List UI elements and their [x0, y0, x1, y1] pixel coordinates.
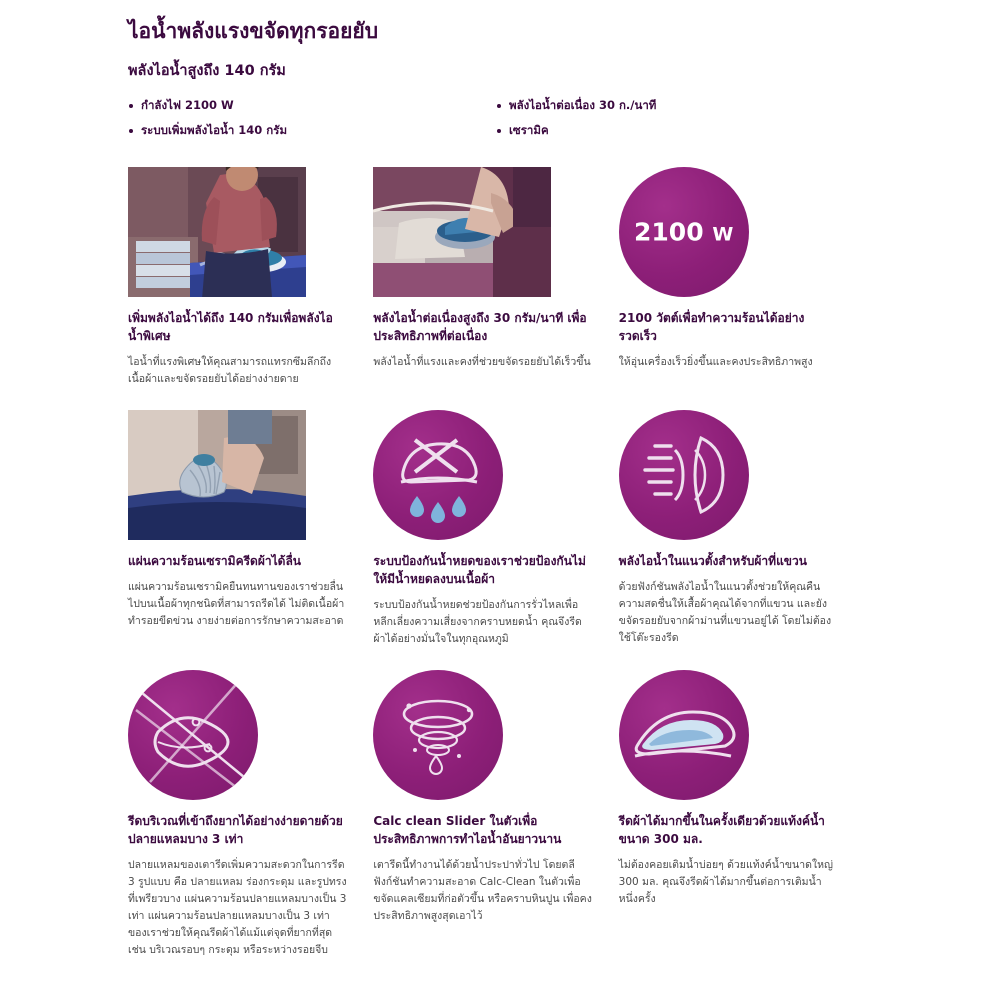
- feature-body: ไม่ต้องคอยเติมน้ำบ่อยๆ ด้วยแท้งค์น้ำขนาดใหญ่ 300 มล. คุณจึงรีดผ้าได้มากขึ้นต่อการเติมน้ำหนึ่งครั้ง: [618, 859, 833, 906]
- wattage-value-container: [619, 218, 749, 247]
- feature-body: แผ่นความร้อนเซรามิคยืนทนทานของเราช่วยลื่นไปบนเนื้อผ้าทุกชนิดที่สามารถรีดได้ ไม่ติดเนื้อผ้าทำรอยขีดข่วน งายง่ายต่อการรักษาความสะอาด: [128, 581, 345, 628]
- spec-column-right: [496, 98, 864, 147]
- wattage-unit: W: [712, 223, 734, 246]
- feature-card: [128, 410, 373, 648]
- feature-body: พลังไอน้ำที่แรงและคงที่ช่วยขจัดรอยยับได้เร็วขึ้น: [373, 356, 591, 369]
- calc-clean-circle: [373, 670, 503, 800]
- spec-list: [128, 98, 864, 147]
- feature-image-woman-ironing-steam: [128, 167, 306, 297]
- feature-body: ปลายแหลมของเตารีดเพิ่มความสะดวกในการรีด 3 รูปแบบ คือ ปลายแหลม ร่องกระดุม และรูปทรงที่เพรียวบาง แผ่นความร้อนปลายแหลมบางเป็น 3 เท่า แผ่นความร้อนปลายแหลมบางเป็น 3 เท่าของเราช่วยให้คุณรีดผ้าได้แม้แต่จุดที่ยากที่สุด เช่น บริเวณรอบๆ กระดุม หรือระหว่างรอยจีบ: [128, 859, 347, 957]
- feature-icon-calc-clean: [373, 670, 551, 800]
- feature-icon-anti-drip: [373, 410, 551, 540]
- feature-image-ceramic-soleplate: [128, 410, 306, 540]
- feature-image-ironing-on-bed: [373, 167, 551, 297]
- spec-item: ระบบเพิ่มพลังไอน้ำ 140 กรัม: [128, 123, 496, 139]
- feature-caption: พลังไอน้ำในแนวตั้งสำหรับผ้าที่แขวน: [618, 554, 807, 569]
- feature-card: [373, 167, 618, 388]
- water-tank-circle: [619, 670, 749, 800]
- feature-card: [619, 670, 864, 959]
- feature-caption: รีดผ้าได้มากขึ้นในครั้งเดียวด้วยแท้งค์น้ำขนาด 300 มล.: [618, 814, 825, 847]
- wattage-circle: [619, 167, 749, 297]
- anti-drip-circle: [373, 410, 503, 540]
- spec-item: กำลังไฟ 2100 W: [128, 98, 496, 114]
- feature-caption: พลังไอน้ำต่อเนื่องสูงถึง 30 กรัม/นาที เพื่อประสิทธิภาพที่ต่อเนื่อง: [373, 311, 587, 344]
- feature-caption: Calc clean Slider ในตัวเพื่อประสิทธิภาพการทำไอน้ำอันยาวนาน: [373, 814, 562, 847]
- feature-caption: เพิ่มพลังไอน้ำได้ถึง 140 กรัมเพื่อพลังไอน้ำพิเศษ: [128, 311, 333, 344]
- spec-item: พลังไอน้ำต่อเนื่อง 30 ก./นาที: [496, 98, 864, 114]
- feature-body: ให้อุ่นเครื่องเร็วยิ่งขึ้นและคงประสิทธิภาพสูง: [618, 356, 813, 369]
- feature-caption: แผ่นความร้อนเซรามิครีดผ้าได้ลื่น: [128, 554, 301, 569]
- feature-card: [373, 410, 618, 648]
- feature-card: [619, 167, 864, 388]
- page-subtitle: พลังไอน้ำสูงถึง 140 กรัม: [128, 63, 286, 80]
- feature-body: ไอน้ำที่แรงพิเศษให้คุณสามารถแทรกซึมลึกถึงเนื้อผ้าและขจัดรอยยับได้อย่างง่ายดาย: [128, 356, 332, 386]
- feature-body: ระบบป้องกันน้ำหยดช่วยป้องกันการรั่วไหลเพื่อหลีกเลี่ยงความเสี่ยงจากคราบหยดน้ำ คุณจึงรีดผ้าได้อย่างมั่นใจในทุกอุณหภูมิ: [373, 599, 582, 646]
- feature-grid: [128, 167, 864, 981]
- feature-caption: 2100 วัตต์เพื่อทำความร้อนได้อย่างรวดเร็ว: [618, 311, 805, 344]
- feature-caption: รีดบริเวณที่เข้าถึงยากได้อย่างง่ายดายด้วยปลายแหลมบาง 3 เท่า: [128, 814, 343, 847]
- feature-icon-precision-tip: [128, 670, 306, 800]
- feature-icon-water-tank: [619, 670, 797, 800]
- vertical-steam-circle: [619, 410, 749, 540]
- feature-body: ด้วยฟังก์ชันพลังไอน้ำในแนวตั้งช่วยให้คุณคืนความสดชื่นให้เสื้อผ้าคุณได้จากที่แขวน และยังขจัดรอยยับจากผ้าม่านที่แขวนอยู่ได้ โดยไม่ต้องใช้โต๊ะรองรีด: [618, 581, 832, 645]
- wattage-value: 2100: [634, 217, 704, 247]
- feature-badge-wattage: [619, 167, 797, 297]
- feature-card: [619, 410, 864, 648]
- feature-card: [373, 670, 618, 959]
- spec-column-left: [128, 98, 496, 147]
- feature-card: [128, 670, 373, 959]
- feature-icon-vertical-steam: [619, 410, 797, 540]
- feature-caption: ระบบป้องกันน้ำหยดของเราช่วยป้องกันไม่ให้มีน้ำหยดลงบนเนื้อผ้า: [373, 554, 586, 587]
- page-title: ไอน้ำพลังแรงขจัดทุกรอยยับ: [128, 19, 379, 43]
- feature-body: เตารีดนี้ทำงานได้ด้วยน้ำประปาทั่วไป โดยตลีฟังก์ชันทำความสะอาด Calc-Clean ในตัวเพื่อขจัดแคลเซียมที่ก่อตัวขึ้น หรือคราบหินปูน เพื่อคงประสิทธิภาพสูงสุดเอาไว้: [373, 859, 592, 923]
- precision-tip-circle: [128, 670, 258, 800]
- spec-item: เซรามิค: [496, 123, 864, 139]
- feature-card: [128, 167, 373, 388]
